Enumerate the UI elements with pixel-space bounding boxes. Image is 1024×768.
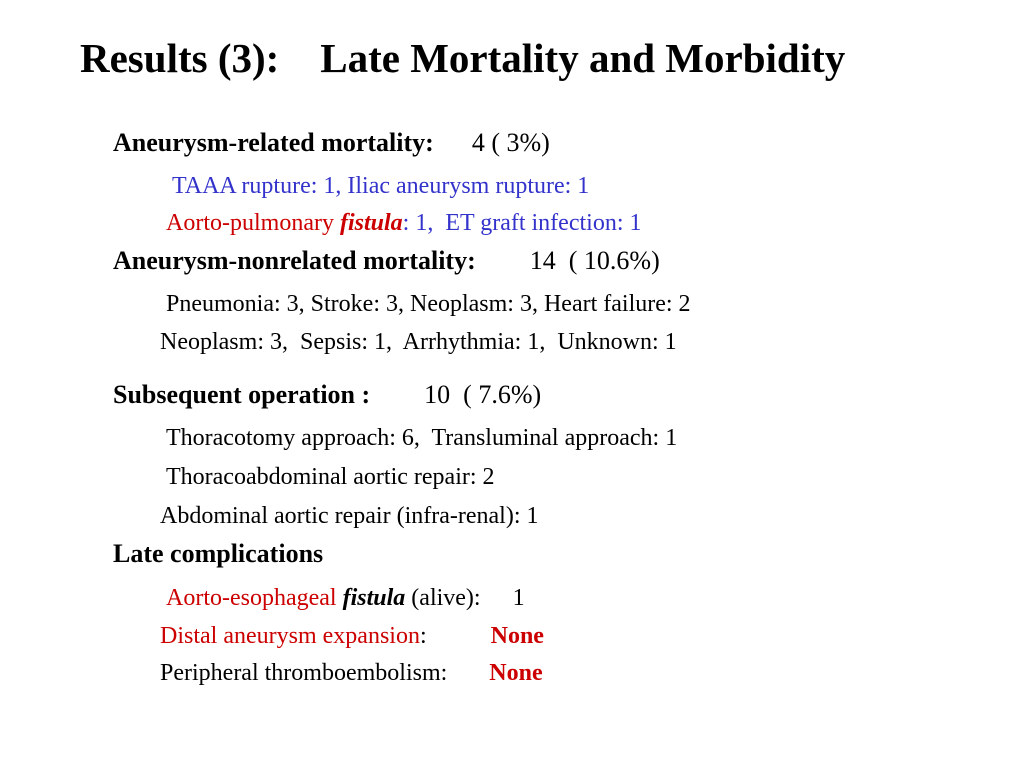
item-2-label: Distal aneurysm expansion xyxy=(160,623,420,649)
subsequent-operation-label: Subsequent operation : xyxy=(113,380,371,409)
aneurysm-related-heading xyxy=(113,130,550,156)
item-1-suffix: (alive): xyxy=(405,585,481,611)
subsequent-operation-detail-1: Thoracotomy approach: 6, Transluminal approach: 1 xyxy=(166,425,678,451)
subsequent-operation-value: 10 ( 7.6%) xyxy=(424,380,542,409)
aneurysm-related-detail-1: TAAA rupture: 1, Iliac aneurysm rupture: 1 xyxy=(172,173,590,199)
late-complications-item-3 xyxy=(160,661,543,685)
fistula-emphasis: fistula xyxy=(339,210,403,236)
item-2-value: None xyxy=(490,623,544,649)
item-1-prefix: Aorto-esophageal xyxy=(166,585,343,611)
detail-2-suffix: : 1, ET graft infection: 1 xyxy=(402,210,642,236)
aneurysm-nonrelated-value: 14 ( 10.6%) xyxy=(529,246,660,275)
slide-title: Results (3): Late Mortality and Morbidity xyxy=(80,35,846,81)
subsequent-operation-detail-2: Thoracoabdominal aortic repair: 2 xyxy=(166,464,495,490)
late-complications-heading: Late complications xyxy=(113,539,324,568)
late-complications-item-2 xyxy=(160,624,544,648)
subsequent-operation-detail-3: Abdominal aortic repair (infra-renal): 1 xyxy=(160,503,539,529)
aneurysm-related-label: Aneurysm-related mortality: xyxy=(113,128,434,157)
aneurysm-related-detail-2 xyxy=(166,211,641,235)
detail-2-prefix: Aorto-pulmonary xyxy=(166,210,340,236)
late-complications-item-1 xyxy=(166,586,525,610)
aneurysm-nonrelated-label: Aneurysm-nonrelated mortality: xyxy=(113,246,476,275)
item-3-label: Peripheral thromboembolism: xyxy=(160,660,448,686)
aneurysm-nonrelated-heading xyxy=(113,248,660,274)
aneurysm-nonrelated-detail-1: Pneumonia: 3, Stroke: 3, Neoplasm: 3, Heart failure: 2 xyxy=(166,291,691,317)
aneurysm-related-value: 4 ( 3%) xyxy=(471,128,550,157)
aneurysm-nonrelated-detail-2: Neoplasm: 3, Sepsis: 1, Arrhythmia: 1, Unknown: 1 xyxy=(160,329,677,355)
item-3-value: None xyxy=(489,660,543,686)
subsequent-operation-heading xyxy=(113,382,541,408)
item-1-fistula-emphasis: fistula xyxy=(342,585,406,611)
item-2-colon: : xyxy=(419,623,427,649)
item-1-value: 1 xyxy=(512,585,525,611)
